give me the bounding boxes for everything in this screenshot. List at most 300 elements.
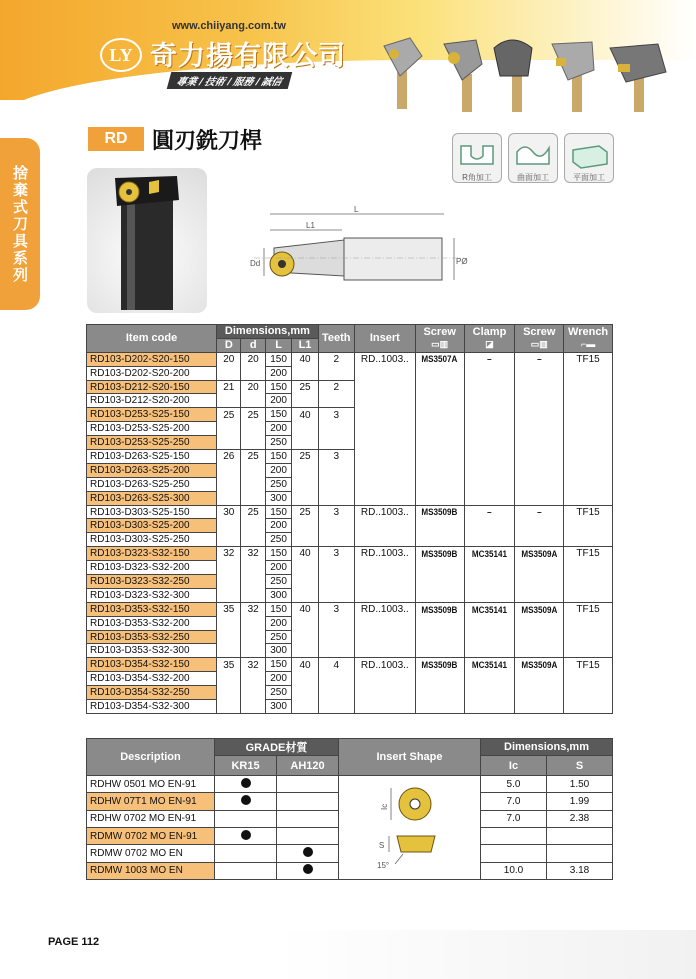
teeth-cell xyxy=(318,422,354,436)
table-row xyxy=(87,533,613,547)
teeth-cell xyxy=(318,477,354,491)
l-cell: 300 xyxy=(265,644,291,658)
specs-table-body xyxy=(87,352,613,713)
specs-table xyxy=(86,324,613,714)
table-row xyxy=(87,519,613,533)
company-url[interactable]: www.chiiyang.com.tw xyxy=(172,20,286,32)
table-row xyxy=(87,477,613,491)
clamp-cell xyxy=(467,686,513,700)
l1-cell xyxy=(292,422,318,436)
clamp-cell xyxy=(467,491,513,505)
d-cell xyxy=(241,644,265,658)
l1-cell: 40 xyxy=(292,602,318,616)
wrench-cell xyxy=(564,686,613,700)
screw2-cell xyxy=(517,630,561,644)
col-l1: L1 xyxy=(292,338,318,352)
kr15-grade-cell xyxy=(215,827,277,844)
l-cell: 150 xyxy=(265,408,291,422)
insert-cell xyxy=(354,450,415,464)
screw2-cell xyxy=(517,408,561,422)
insert-cell xyxy=(354,588,415,602)
dim-label-l1: L1 xyxy=(306,221,315,230)
d-cell xyxy=(241,686,265,700)
l-cell: 150 xyxy=(265,505,291,519)
wrench-cell: TF15 xyxy=(564,658,613,672)
screw-cell xyxy=(418,463,462,477)
insert-cell xyxy=(354,616,415,630)
item-code-cell: RD103-D353-S32-250 xyxy=(87,630,217,644)
ah120-grade-cell xyxy=(277,845,339,862)
wrench-cell: TF15 xyxy=(564,602,613,616)
col-wrench: Wrench ⌐▬ xyxy=(564,325,613,353)
clamp-icon: ◪ xyxy=(485,339,494,350)
l1-cell: 40 xyxy=(292,547,318,561)
d-cell xyxy=(217,366,241,380)
clamp-cell xyxy=(467,533,513,547)
col-l: L xyxy=(265,338,291,352)
table-row xyxy=(87,630,613,644)
grade-available-dot-icon xyxy=(303,847,313,857)
screw-cell xyxy=(418,616,462,630)
insert-cell xyxy=(354,672,415,686)
col-screw: Screw ▭▥ xyxy=(415,325,464,353)
wrench-cell xyxy=(564,380,613,394)
description-cell: RDHW 07T1 MO EN-91 xyxy=(87,793,215,810)
ah120-grade-cell xyxy=(277,862,339,879)
d-cell xyxy=(217,575,241,589)
description-cell: RDMW 0702 MO EN xyxy=(87,845,215,862)
d-cell: 25 xyxy=(241,408,265,422)
op-label-surface: 曲面加工 xyxy=(517,173,549,182)
op-label-r-corner: R角加工 xyxy=(462,173,492,182)
company-logo: LY xyxy=(100,38,142,72)
tool-photo-1 xyxy=(384,38,422,109)
page-number: PAGE 112 xyxy=(48,936,100,948)
teeth-cell: 3 xyxy=(318,547,354,561)
teeth-cell xyxy=(318,463,354,477)
d-cell xyxy=(241,519,265,533)
l1-cell xyxy=(292,588,318,602)
wrench-cell xyxy=(564,630,613,644)
d-cell xyxy=(241,575,265,589)
tool-dimension-diagram xyxy=(244,200,474,310)
item-code-cell: RD103-D253-S25-150 xyxy=(87,408,217,422)
teeth-cell xyxy=(318,436,354,450)
col-grade: GRADE材質 xyxy=(215,739,339,756)
screw2-cell xyxy=(517,519,561,533)
clamp-cell: MC35141 xyxy=(467,602,513,616)
screw-cell xyxy=(418,366,462,380)
d-cell: 20 xyxy=(241,352,265,366)
screw2-cell xyxy=(517,463,561,477)
screw-icon: ▭▥ xyxy=(431,339,449,350)
kr15-grade-cell xyxy=(215,845,277,862)
l1-cell xyxy=(292,436,318,450)
screw-cell xyxy=(418,450,462,464)
clamp-cell xyxy=(467,644,513,658)
d-cell: 25 xyxy=(241,505,265,519)
item-code-cell: RD103-D354-S32-250 xyxy=(87,686,217,700)
insert-cell: RD..1003.. xyxy=(354,658,415,672)
table-row xyxy=(87,352,613,366)
grade-available-dot-icon xyxy=(241,778,251,788)
item-code-cell: RD103-D253-S25-200 xyxy=(87,422,217,436)
d-cell xyxy=(241,616,265,630)
item-code-cell: RD103-D353-S32-150 xyxy=(87,602,217,616)
ic-cell: 7.0 xyxy=(481,793,547,810)
screw-cell: MS3509B xyxy=(418,602,462,616)
table-row xyxy=(87,463,613,477)
wrench-icon: ⌐▬ xyxy=(580,339,596,350)
l-cell: 150 xyxy=(265,602,291,616)
d-cell xyxy=(217,436,241,450)
kr15-grade-cell xyxy=(215,862,277,879)
d-cell: 25 xyxy=(217,408,241,422)
insert-cell: RD..1003.. xyxy=(354,602,415,616)
col-screw2: Screw ▭▥ xyxy=(515,325,564,353)
table-row xyxy=(87,436,613,450)
wrench-cell xyxy=(564,533,613,547)
insert-table-body xyxy=(87,776,613,880)
insert-cell xyxy=(354,463,415,477)
screw-cell: MS3509B xyxy=(418,547,462,561)
teeth-cell xyxy=(318,366,354,380)
col-teeth: Teeth xyxy=(318,325,354,353)
d-cell: 25 xyxy=(241,450,265,464)
clamp-cell xyxy=(467,436,513,450)
screw2-cell xyxy=(517,616,561,630)
insert-cell xyxy=(354,394,415,408)
l-cell: 200 xyxy=(265,561,291,575)
d-cell xyxy=(217,519,241,533)
col-dimensions-2: Dimensions,mm xyxy=(481,739,613,756)
wrench-cell xyxy=(564,394,613,408)
company-slogan: 專業 / 技術 / 服務 / 誠信 xyxy=(167,72,293,89)
wrench-cell xyxy=(564,463,613,477)
d-cell xyxy=(217,422,241,436)
d-cell xyxy=(241,366,265,380)
d-cell xyxy=(217,463,241,477)
d-cell: 32 xyxy=(217,547,241,561)
l1-cell: 40 xyxy=(292,408,318,422)
tool-photos xyxy=(372,24,694,114)
teeth-cell xyxy=(318,394,354,408)
screw2-cell xyxy=(517,394,561,408)
l1-cell xyxy=(292,686,318,700)
item-code-cell: RD103-D263-S25-300 xyxy=(87,491,217,505)
clamp-cell: – xyxy=(467,505,513,519)
category-side-tab[interactable]: 捨棄式刀具系列 xyxy=(0,138,40,310)
d-cell xyxy=(241,700,265,714)
d-cell xyxy=(241,533,265,547)
l-cell: 200 xyxy=(265,366,291,380)
clamp-cell xyxy=(467,477,513,491)
ic-cell xyxy=(481,827,547,844)
col-item-code: Item code xyxy=(87,325,217,353)
wrench-cell xyxy=(564,644,613,658)
item-code-cell: RD103-D202-S20-200 xyxy=(87,366,217,380)
screw-cell xyxy=(418,436,462,450)
item-code-cell: RD103-D263-S25-200 xyxy=(87,463,217,477)
table-row xyxy=(87,588,613,602)
wrench-cell xyxy=(564,408,613,422)
teeth-cell: 3 xyxy=(318,450,354,464)
insert-cell xyxy=(354,700,415,714)
teeth-cell xyxy=(318,644,354,658)
l-cell: 200 xyxy=(265,422,291,436)
l1-cell xyxy=(292,366,318,380)
table-row xyxy=(87,561,613,575)
l-cell: 300 xyxy=(265,700,291,714)
tool-photo-4 xyxy=(552,42,594,112)
wrench-cell xyxy=(564,700,613,714)
l1-cell: 25 xyxy=(292,505,318,519)
item-code-cell: RD103-D263-S25-150 xyxy=(87,450,217,464)
teeth-cell: 3 xyxy=(318,408,354,422)
clamp-cell xyxy=(467,519,513,533)
screw2-cell: – xyxy=(517,352,561,366)
table-row xyxy=(87,616,613,630)
table-row xyxy=(87,491,613,505)
d-cell xyxy=(217,491,241,505)
item-code-cell: RD103-D323-S32-300 xyxy=(87,588,217,602)
table-row xyxy=(87,575,613,589)
d-cell xyxy=(241,436,265,450)
screw-cell xyxy=(418,575,462,589)
item-code-cell: RD103-D212-S20-200 xyxy=(87,394,217,408)
screw-cell xyxy=(418,477,462,491)
screw-cell xyxy=(418,630,462,644)
screw-cell xyxy=(418,700,462,714)
screw2-cell xyxy=(517,422,561,436)
col-insert: Insert xyxy=(354,325,415,353)
wrench-cell xyxy=(564,366,613,380)
insert-table xyxy=(86,738,613,880)
teeth-cell: 3 xyxy=(318,602,354,616)
screw2-cell xyxy=(517,561,561,575)
kr15-grade-cell xyxy=(215,793,277,810)
d-cell xyxy=(217,700,241,714)
clamp-cell xyxy=(467,463,513,477)
insert-cell xyxy=(354,630,415,644)
l1-cell xyxy=(292,463,318,477)
table-row xyxy=(87,686,613,700)
d-cell: 26 xyxy=(217,450,241,464)
d-cell xyxy=(217,533,241,547)
screw2-cell: MS3509A xyxy=(517,547,561,561)
wrench-cell xyxy=(564,575,613,589)
l1-cell xyxy=(292,491,318,505)
l-cell: 150 xyxy=(265,547,291,561)
wrench-cell: TF15 xyxy=(564,352,613,366)
l-cell: 200 xyxy=(265,463,291,477)
col-kr15: KR15 xyxy=(215,756,277,776)
l-cell: 200 xyxy=(265,672,291,686)
screw2-cell xyxy=(517,533,561,547)
l-cell: 250 xyxy=(265,686,291,700)
s-cell: 3.18 xyxy=(547,862,613,879)
s-cell: 1.50 xyxy=(547,776,613,793)
clamp-cell xyxy=(467,408,513,422)
screw-cell: MS3509B xyxy=(418,505,462,519)
screw-icon: ▭▥ xyxy=(530,339,548,350)
insert-shape-drawing xyxy=(339,776,479,876)
screw2-cell xyxy=(517,366,561,380)
l-cell: 300 xyxy=(265,588,291,602)
clamp-cell xyxy=(467,561,513,575)
teeth-cell xyxy=(318,700,354,714)
l1-cell xyxy=(292,616,318,630)
dim-label-p: PØ xyxy=(456,257,468,266)
teeth-cell xyxy=(318,575,354,589)
table-row xyxy=(87,394,613,408)
d-cell: 35 xyxy=(217,658,241,672)
d-cell: 21 xyxy=(217,380,241,394)
screw-cell xyxy=(418,686,462,700)
screw-cell xyxy=(418,394,462,408)
table-row xyxy=(87,450,613,464)
table-row xyxy=(87,672,613,686)
teeth-cell xyxy=(318,519,354,533)
table-row xyxy=(87,700,613,714)
d-cell xyxy=(241,477,265,491)
insert-cell xyxy=(354,519,415,533)
d-cell: 35 xyxy=(217,602,241,616)
clamp-cell: MC35141 xyxy=(467,547,513,561)
insert-cell xyxy=(354,366,415,380)
clamp-cell xyxy=(467,422,513,436)
l-cell: 200 xyxy=(265,616,291,630)
grade-available-dot-icon xyxy=(303,864,313,874)
ic-cell: 7.0 xyxy=(481,810,547,827)
insert-cell xyxy=(354,575,415,589)
item-code-cell: RD103-D303-S25-200 xyxy=(87,519,217,533)
ah120-grade-cell xyxy=(277,776,339,793)
tool-photo-2 xyxy=(444,40,482,112)
wrench-cell xyxy=(564,422,613,436)
teeth-cell: 3 xyxy=(318,505,354,519)
l-cell: 250 xyxy=(265,575,291,589)
screw2-cell xyxy=(517,450,561,464)
screw2-cell xyxy=(517,588,561,602)
item-code-cell: RD103-D303-S25-250 xyxy=(87,533,217,547)
screw-cell xyxy=(418,408,462,422)
d-cell xyxy=(217,630,241,644)
wrench-cell xyxy=(564,561,613,575)
l1-cell xyxy=(292,575,318,589)
l1-cell xyxy=(292,561,318,575)
grade-available-dot-icon xyxy=(241,795,251,805)
screw2-cell xyxy=(517,436,561,450)
col-clamp: Clamp ◪ xyxy=(464,325,515,353)
d-cell xyxy=(217,561,241,575)
insert-cell xyxy=(354,533,415,547)
screw2-cell xyxy=(517,672,561,686)
footer-band xyxy=(0,930,696,979)
shape-label-s: S xyxy=(379,841,385,850)
tool-photo-3 xyxy=(494,40,532,112)
wrench-cell xyxy=(564,519,613,533)
item-code-cell: RD103-D263-S25-250 xyxy=(87,477,217,491)
clamp-cell xyxy=(467,380,513,394)
product-code-badge: RD xyxy=(88,127,144,151)
table-row xyxy=(87,644,613,658)
l-cell: 250 xyxy=(265,630,291,644)
teeth-cell xyxy=(318,630,354,644)
table-row xyxy=(87,505,613,519)
table-row xyxy=(87,422,613,436)
l-cell: 150 xyxy=(265,658,291,672)
l-cell: 200 xyxy=(265,394,291,408)
insert-cell xyxy=(354,477,415,491)
item-code-cell: RD103-D202-S20-150 xyxy=(87,352,217,366)
table-row xyxy=(87,658,613,672)
clamp-cell xyxy=(467,575,513,589)
insert-cell xyxy=(354,436,415,450)
wrench-cell xyxy=(564,477,613,491)
item-code-cell: RD103-D323-S32-250 xyxy=(87,575,217,589)
d-cell: 32 xyxy=(241,547,265,561)
clamp-cell xyxy=(467,450,513,464)
d-cell: 30 xyxy=(217,505,241,519)
table-row xyxy=(87,776,613,793)
d-cell xyxy=(217,644,241,658)
screw2-cell: – xyxy=(517,505,561,519)
screw2-cell xyxy=(517,700,561,714)
screw-cell: MS3509B xyxy=(418,658,462,672)
teeth-cell xyxy=(318,491,354,505)
d-cell xyxy=(241,422,265,436)
ah120-grade-cell xyxy=(277,827,339,844)
l1-cell xyxy=(292,477,318,491)
d-cell: 20 xyxy=(241,380,265,394)
description-cell: RDMW 1003 MO EN xyxy=(87,862,215,879)
item-code-cell: RD103-D212-S20-150 xyxy=(87,380,217,394)
ic-cell xyxy=(481,845,547,862)
d-cell xyxy=(217,588,241,602)
screw2-cell xyxy=(517,477,561,491)
table-row xyxy=(87,366,613,380)
s-cell: 2.38 xyxy=(547,810,613,827)
wrench-cell xyxy=(564,436,613,450)
d-cell: 32 xyxy=(241,658,265,672)
clamp-cell xyxy=(467,366,513,380)
screw2-cell xyxy=(517,686,561,700)
clamp-cell xyxy=(467,700,513,714)
insert-cell xyxy=(354,408,415,422)
col-insert-shape: Insert Shape xyxy=(339,739,481,776)
screw2-cell: MS3509A xyxy=(517,602,561,616)
teeth-cell xyxy=(318,561,354,575)
teeth-cell xyxy=(318,616,354,630)
item-code-cell: RD103-D354-S32-300 xyxy=(87,700,217,714)
ic-cell: 5.0 xyxy=(481,776,547,793)
insert-cell xyxy=(354,561,415,575)
clamp-cell xyxy=(467,672,513,686)
table-row xyxy=(87,547,613,561)
screw-cell xyxy=(418,561,462,575)
teeth-cell xyxy=(318,588,354,602)
teeth-cell xyxy=(318,672,354,686)
dim-label-l: L xyxy=(354,205,359,214)
d-cell xyxy=(241,588,265,602)
l-cell: 250 xyxy=(265,436,291,450)
item-code-cell: RD103-D323-S32-200 xyxy=(87,561,217,575)
table-row xyxy=(87,380,613,394)
screw-cell xyxy=(418,491,462,505)
s-cell xyxy=(547,845,613,862)
l-cell: 200 xyxy=(265,519,291,533)
